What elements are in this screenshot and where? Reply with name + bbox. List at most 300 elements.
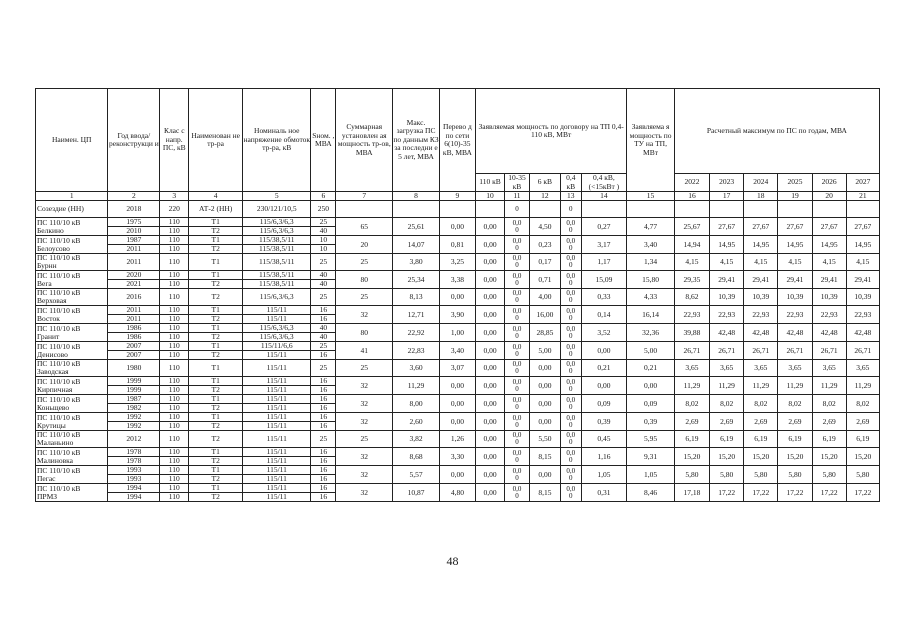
calc-max-value: 6,19 (674, 431, 709, 448)
declared-04kv-small: 0,31 (581, 484, 627, 502)
calc-max-value: 11,29 (710, 377, 744, 395)
declared-10-35kv: 0,0 0 (505, 324, 530, 342)
voltage-class: 110 (160, 254, 189, 271)
summary-power: 32 (336, 306, 393, 324)
declared-6kv: 0,00 (529, 395, 560, 413)
column-number: 2 (108, 192, 160, 201)
declared-04kv-small: 0,33 (581, 289, 627, 306)
summary-power: 32 (336, 448, 393, 466)
declared-10-35kv: 0,0 0 (505, 484, 530, 502)
nominal-voltage: 115/6,3/6,3 (243, 324, 311, 333)
max-load: 10,87 (393, 484, 440, 502)
max-load: 22,92 (393, 324, 440, 342)
declared-04kv-small: 0,09 (581, 395, 627, 413)
calc-max-value: 14,95 (812, 236, 846, 254)
declared-tu: 32,36 (627, 324, 675, 342)
transfer-value: 0,00 (439, 466, 475, 484)
transformer-name: Т2 (189, 493, 243, 502)
summary-power: 32 (336, 413, 393, 431)
commission-year: 1975 (108, 218, 160, 227)
transformer-name: Т2 (189, 475, 243, 484)
commission-year: 1987 (108, 395, 160, 404)
table-row (36, 218, 880, 227)
column-number: 11 (505, 192, 530, 201)
declared-04kv: 0,0 0 (560, 324, 581, 342)
transformer-name: Т1 (189, 360, 243, 377)
declared-110kv: 0,00 (476, 413, 505, 431)
commission-year: 2010 (108, 227, 160, 236)
transformer-name: Т1 (189, 448, 243, 457)
voltage-class: 110 (160, 466, 189, 475)
transformer-name: Т2 (189, 245, 243, 254)
calc-max-value: 17,22 (778, 484, 812, 502)
nominal-voltage: 115/11 (243, 404, 311, 413)
table-row (36, 395, 880, 404)
declared-6kv (529, 201, 560, 218)
header-name: Наимен. ЦП (36, 89, 108, 192)
substation-name: ПС 110/10 кВ Гранит (36, 324, 108, 342)
calc-max-value (744, 201, 778, 218)
calc-max-value: 2,69 (778, 413, 812, 431)
substation-load-table (35, 88, 880, 502)
transfer-value: 4,80 (439, 484, 475, 502)
calc-max-value: 17,22 (744, 484, 778, 502)
calc-max-value: 29,41 (710, 271, 744, 289)
calc-max-value: 4,15 (812, 254, 846, 271)
declared-tu: 9,31 (627, 448, 675, 466)
voltage-class: 220 (160, 201, 189, 218)
calc-max-value: 10,39 (744, 289, 778, 306)
declared-04kv-small: 0,14 (581, 306, 627, 324)
nominal-voltage: 115/11 (243, 493, 311, 502)
calc-max-value: 2,69 (812, 413, 846, 431)
max-load: 8,13 (393, 289, 440, 306)
calc-max-value: 4,15 (710, 254, 744, 271)
calc-max-value: 6,19 (846, 431, 879, 448)
table-row (36, 484, 880, 493)
substation-name: Созездие (НН) (36, 201, 108, 218)
calc-max-value: 29,35 (674, 271, 709, 289)
voltage-class: 110 (160, 475, 189, 484)
commission-year: 2021 (108, 280, 160, 289)
snom-value: 16 (311, 404, 336, 413)
calc-max-value: 2,69 (674, 413, 709, 431)
snom-value: 25 (311, 218, 336, 227)
declared-tu: 16,14 (627, 306, 675, 324)
substation-name: ПС 110/10 кВ Белкино (36, 218, 108, 236)
transformer-name: Т2 (189, 351, 243, 360)
declared-tu: 1,34 (627, 254, 675, 271)
voltage-class: 110 (160, 493, 189, 502)
commission-year: 1982 (108, 404, 160, 413)
commission-year: 1978 (108, 457, 160, 466)
declared-6kv: 4,50 (529, 218, 560, 236)
calc-max-value: 42,48 (710, 324, 744, 342)
declared-tu: 0,21 (627, 360, 675, 377)
header-class: Клас с напр. ПС, кВ (160, 89, 189, 192)
nominal-voltage: 115/11 (243, 395, 311, 404)
calc-max-value: 4,15 (846, 254, 879, 271)
declared-04kv: 0,0 0 (560, 395, 581, 413)
calc-max-value: 5,80 (744, 466, 778, 484)
commission-year: 1980 (108, 360, 160, 377)
calc-max-value: 26,71 (674, 342, 709, 360)
nominal-voltage: 115/11 (243, 484, 311, 493)
commission-year: 1978 (108, 448, 160, 457)
column-number: 7 (336, 192, 393, 201)
voltage-class: 110 (160, 245, 189, 254)
nominal-voltage: 115/38,5/11 (243, 271, 311, 280)
column-number: 5 (243, 192, 311, 201)
transformer-name: Т2 (189, 333, 243, 342)
calc-max-value: 17,22 (812, 484, 846, 502)
transformer-name: АТ-2 (НН) (189, 201, 243, 218)
calc-max-value: 15,20 (674, 448, 709, 466)
transformer-name: Т2 (189, 315, 243, 324)
snom-value: 25 (311, 254, 336, 271)
calc-max-value: 26,71 (744, 342, 778, 360)
header-year-2023: 2023 (710, 174, 744, 192)
calc-max-value: 11,29 (778, 377, 812, 395)
declared-04kv: 0 (560, 201, 581, 218)
declared-04kv-small: 0,21 (581, 360, 627, 377)
header-year-2024: 2024 (744, 174, 778, 192)
declared-10-35kv: 0,0 0 (505, 413, 530, 431)
voltage-class: 110 (160, 306, 189, 315)
declared-04kv: 0,0 0 (560, 236, 581, 254)
header-transfer: Перево д по сети 6(10)-35 кВ, МВА (439, 89, 475, 192)
max-load: 8,68 (393, 448, 440, 466)
declared-tu: 0,09 (627, 395, 675, 413)
declared-10-35kv: 0,0 0 (505, 236, 530, 254)
voltage-class: 110 (160, 404, 189, 413)
table-row (36, 324, 880, 333)
calc-max-value: 15,20 (744, 448, 778, 466)
commission-year: 1987 (108, 236, 160, 245)
calc-max-value: 6,19 (710, 431, 744, 448)
calc-max-value: 6,19 (778, 431, 812, 448)
calc-max-value: 42,48 (744, 324, 778, 342)
declared-04kv-small: 3,52 (581, 324, 627, 342)
voltage-class: 110 (160, 413, 189, 422)
declared-6kv: 16,00 (529, 306, 560, 324)
calc-max-value (710, 201, 744, 218)
summary-power: 80 (336, 271, 393, 289)
substation-name: ПС 110/10 кВ Кирпичная (36, 377, 108, 395)
calc-max-value: 10,39 (812, 289, 846, 306)
snom-value: 16 (311, 351, 336, 360)
calc-max-value: 3,65 (812, 360, 846, 377)
declared-10-35kv: 0,0 0 (505, 377, 530, 395)
voltage-class: 110 (160, 218, 189, 227)
snom-value: 16 (311, 466, 336, 475)
snom-value: 16 (311, 475, 336, 484)
table-row (36, 413, 880, 422)
calc-max-value: 14,95 (744, 236, 778, 254)
calc-max-value: 26,71 (812, 342, 846, 360)
nominal-voltage: 115/11 (243, 457, 311, 466)
voltage-class: 110 (160, 484, 189, 493)
declared-tu: 5,00 (627, 342, 675, 360)
declared-tu: 4,77 (627, 218, 675, 236)
substation-name: ПС 110/10 кВ Денисово (36, 342, 108, 360)
declared-6kv: 0,17 (529, 254, 560, 271)
transfer-value: 1,00 (439, 324, 475, 342)
max-load: 5,57 (393, 466, 440, 484)
declared-10-35kv: 0,0 0 (505, 218, 530, 236)
declared-04kv-small: 0,00 (581, 377, 627, 395)
transformer-name: Т2 (189, 386, 243, 395)
calc-max-value: 11,29 (846, 377, 879, 395)
substation-name: ПС 110/10 кВ Верховая (36, 289, 108, 306)
transformer-name: Т2 (189, 457, 243, 466)
commission-year: 2011 (108, 315, 160, 324)
transformer-name: Т1 (189, 254, 243, 271)
max-load: 12,71 (393, 306, 440, 324)
nominal-voltage: 115/38,5/11 (243, 254, 311, 271)
transfer-value: 3,90 (439, 306, 475, 324)
transfer-value: 0,00 (439, 289, 475, 306)
snom-value: 16 (311, 457, 336, 466)
snom-value: 250 (311, 201, 336, 218)
snom-value: 16 (311, 386, 336, 395)
snom-value: 16 (311, 377, 336, 386)
declared-110kv: 0,00 (476, 324, 505, 342)
calc-max-value: 29,41 (846, 271, 879, 289)
table-row (36, 431, 880, 448)
voltage-class: 110 (160, 315, 189, 324)
calc-max-value: 10,39 (778, 289, 812, 306)
nominal-voltage: 115/11 (243, 431, 311, 448)
calc-max-value: 3,65 (778, 360, 812, 377)
calc-max-value: 29,41 (778, 271, 812, 289)
declared-110kv: 0,00 (476, 395, 505, 413)
nominal-voltage: 115/6,3/6,3 (243, 227, 311, 236)
calc-max-value: 8,02 (846, 395, 879, 413)
declared-tu: 5,95 (627, 431, 675, 448)
snom-value: 40 (311, 271, 336, 280)
declared-10-35kv: 0,0 0 (505, 306, 530, 324)
header-110kv: 110 кВ (476, 174, 505, 192)
snom-value: 16 (311, 493, 336, 502)
summary-power: 41 (336, 342, 393, 360)
calc-max-value: 22,93 (744, 306, 778, 324)
voltage-class: 110 (160, 351, 189, 360)
declared-10-35kv: 0,0 0 (505, 395, 530, 413)
header-year-2026: 2026 (812, 174, 846, 192)
header-6kv: 6 кВ (529, 174, 560, 192)
calc-max-value: 11,29 (812, 377, 846, 395)
calc-max-value: 11,29 (744, 377, 778, 395)
calc-max-value: 17,18 (674, 484, 709, 502)
voltage-class: 110 (160, 395, 189, 404)
header-year: Год ввода/ реконструкци и (108, 89, 160, 192)
header-declared-group: Заявляемая мощность по договору на ТП 0,4-110 кВ, МВт (476, 89, 627, 174)
transfer-value: 0,00 (439, 413, 475, 431)
transfer-value: 0,00 (439, 395, 475, 413)
max-load: 25,61 (393, 218, 440, 236)
commission-year: 2018 (108, 201, 160, 218)
transformer-name: Т1 (189, 377, 243, 386)
declared-04kv: 0,0 0 (560, 289, 581, 306)
declared-110kv: 0,00 (476, 466, 505, 484)
declared-tu: 0,39 (627, 413, 675, 431)
substation-name: ПС 110/10 кВ Бурнн (36, 254, 108, 271)
max-load: 22,83 (393, 342, 440, 360)
declared-04kv: 0,0 0 (560, 431, 581, 448)
calc-max-value: 8,02 (744, 395, 778, 413)
header-calc-group: Расчетный максимум по ПС по годам, МВА (674, 89, 879, 174)
declared-04kv-small: 1,16 (581, 448, 627, 466)
nominal-voltage: 115/11 (243, 386, 311, 395)
declared-110kv: 0,00 (476, 360, 505, 377)
transformer-name: Т1 (189, 395, 243, 404)
transformer-name: Т1 (189, 218, 243, 227)
summary-power: 25 (336, 431, 393, 448)
calc-max-value (778, 201, 812, 218)
calc-max-value: 5,80 (674, 466, 709, 484)
declared-10-35kv: 0,0 0 (505, 271, 530, 289)
calc-max-value: 15,20 (778, 448, 812, 466)
column-number: 6 (311, 192, 336, 201)
max-load: 3,80 (393, 254, 440, 271)
declared-tu: 3,40 (627, 236, 675, 254)
header-04kv-small: 0,4 кВ, (<15кВт ) (581, 174, 627, 192)
calc-max-value: 14,95 (778, 236, 812, 254)
transfer-value: 3,25 (439, 254, 475, 271)
substation-name: ПС 110/10 кВ Пегас (36, 466, 108, 484)
column-number: 1 (36, 192, 108, 201)
declared-04kv-small: 0,00 (581, 342, 627, 360)
declared-04kv: 0,0 0 (560, 342, 581, 360)
load-table-sheet (35, 88, 880, 502)
calc-max-value: 27,67 (778, 218, 812, 236)
column-number: 12 (529, 192, 560, 201)
column-number: 20 (812, 192, 846, 201)
summary-power: 25 (336, 360, 393, 377)
transformer-name: Т1 (189, 342, 243, 351)
declared-10-35kv: 0,0 0 (505, 431, 530, 448)
commission-year: 2011 (108, 254, 160, 271)
transformer-name: Т2 (189, 227, 243, 236)
transfer-value: 3,40 (439, 342, 475, 360)
max-load (393, 201, 440, 218)
nominal-voltage: 115/11/6,6 (243, 342, 311, 351)
calc-max-value: 15,20 (846, 448, 879, 466)
max-load: 14,07 (393, 236, 440, 254)
declared-04kv-small: 0,39 (581, 413, 627, 431)
declared-04kv: 0,0 0 (560, 484, 581, 502)
calc-max-value: 26,71 (846, 342, 879, 360)
column-number: 13 (560, 192, 581, 201)
table-row (36, 306, 880, 315)
header-max-load: Макс. загрузка ПС по данным КЗ за последни е 5 лет, МВА (393, 89, 440, 192)
calc-max-value: 17,22 (846, 484, 879, 502)
declared-04kv-small: 1,17 (581, 254, 627, 271)
transformer-name: Т2 (189, 289, 243, 306)
summary-power: 32 (336, 395, 393, 413)
nominal-voltage: 115/11 (243, 413, 311, 422)
transfer-value: 3,38 (439, 271, 475, 289)
transfer-value: 0,00 (439, 218, 475, 236)
calc-max-value: 42,48 (778, 324, 812, 342)
calc-max-value: 26,71 (710, 342, 744, 360)
summary-power: 32 (336, 377, 393, 395)
substation-name: ПС 110/10 кВ Малиновка (36, 448, 108, 466)
calc-max-value: 14,95 (710, 236, 744, 254)
snom-value: 10 (311, 245, 336, 254)
calc-max-value: 29,41 (812, 271, 846, 289)
voltage-class: 110 (160, 342, 189, 351)
nominal-voltage: 115/11 (243, 448, 311, 457)
declared-tu: 1,05 (627, 466, 675, 484)
table-row (36, 448, 880, 457)
declared-6kv: 28,85 (529, 324, 560, 342)
summary-power: 20 (336, 236, 393, 254)
nominal-voltage: 115/11 (243, 360, 311, 377)
voltage-class: 110 (160, 422, 189, 431)
declared-6kv: 0,71 (529, 271, 560, 289)
summary-power (336, 201, 393, 218)
calc-max-value: 8,02 (812, 395, 846, 413)
snom-value: 25 (311, 360, 336, 377)
snom-value: 10 (311, 236, 336, 245)
substation-name: ПС 110/10 кВ Маланьино (36, 431, 108, 448)
calc-max-value: 2,69 (846, 413, 879, 431)
commission-year: 1993 (108, 466, 160, 475)
transformer-name: Т1 (189, 413, 243, 422)
commission-year: 2016 (108, 289, 160, 306)
substation-name: ПС 110/10 кВ Коньщево (36, 395, 108, 413)
calc-max-value: 22,93 (778, 306, 812, 324)
header-year-2025: 2025 (778, 174, 812, 192)
voltage-class: 110 (160, 227, 189, 236)
page-number: 48 (446, 554, 459, 568)
declared-110kv: 0,00 (476, 484, 505, 502)
table-row (36, 201, 880, 218)
calc-max-value: 15,20 (710, 448, 744, 466)
header-04kv: 0,4 кВ (560, 174, 581, 192)
declared-10-35kv: 0,0 0 (505, 342, 530, 360)
calc-max-value: 10,39 (846, 289, 879, 306)
voltage-class: 110 (160, 324, 189, 333)
declared-10-35kv: 0,0 0 (505, 466, 530, 484)
column-number: 18 (744, 192, 778, 201)
calc-max-value: 3,65 (744, 360, 778, 377)
declared-04kv-small (581, 201, 627, 218)
max-load: 8,00 (393, 395, 440, 413)
max-load: 25,34 (393, 271, 440, 289)
calc-max-value: 27,67 (812, 218, 846, 236)
nominal-voltage: 115/11 (243, 475, 311, 484)
calc-max-value (674, 201, 709, 218)
snom-value: 40 (311, 227, 336, 236)
snom-value: 25 (311, 431, 336, 448)
declared-110kv: 0,00 (476, 271, 505, 289)
declared-04kv: 0,0 0 (560, 377, 581, 395)
declared-04kv-small: 1,05 (581, 466, 627, 484)
declared-110kv: 0,00 (476, 236, 505, 254)
max-load: 3,60 (393, 360, 440, 377)
declared-6kv: 0,23 (529, 236, 560, 254)
calc-max-value: 5,80 (710, 466, 744, 484)
table-body (36, 201, 880, 502)
column-number-row (36, 192, 880, 201)
declared-tu (627, 201, 675, 218)
calc-max-value: 27,67 (846, 218, 879, 236)
calc-max-value: 10,39 (710, 289, 744, 306)
calc-max-value: 39,88 (674, 324, 709, 342)
